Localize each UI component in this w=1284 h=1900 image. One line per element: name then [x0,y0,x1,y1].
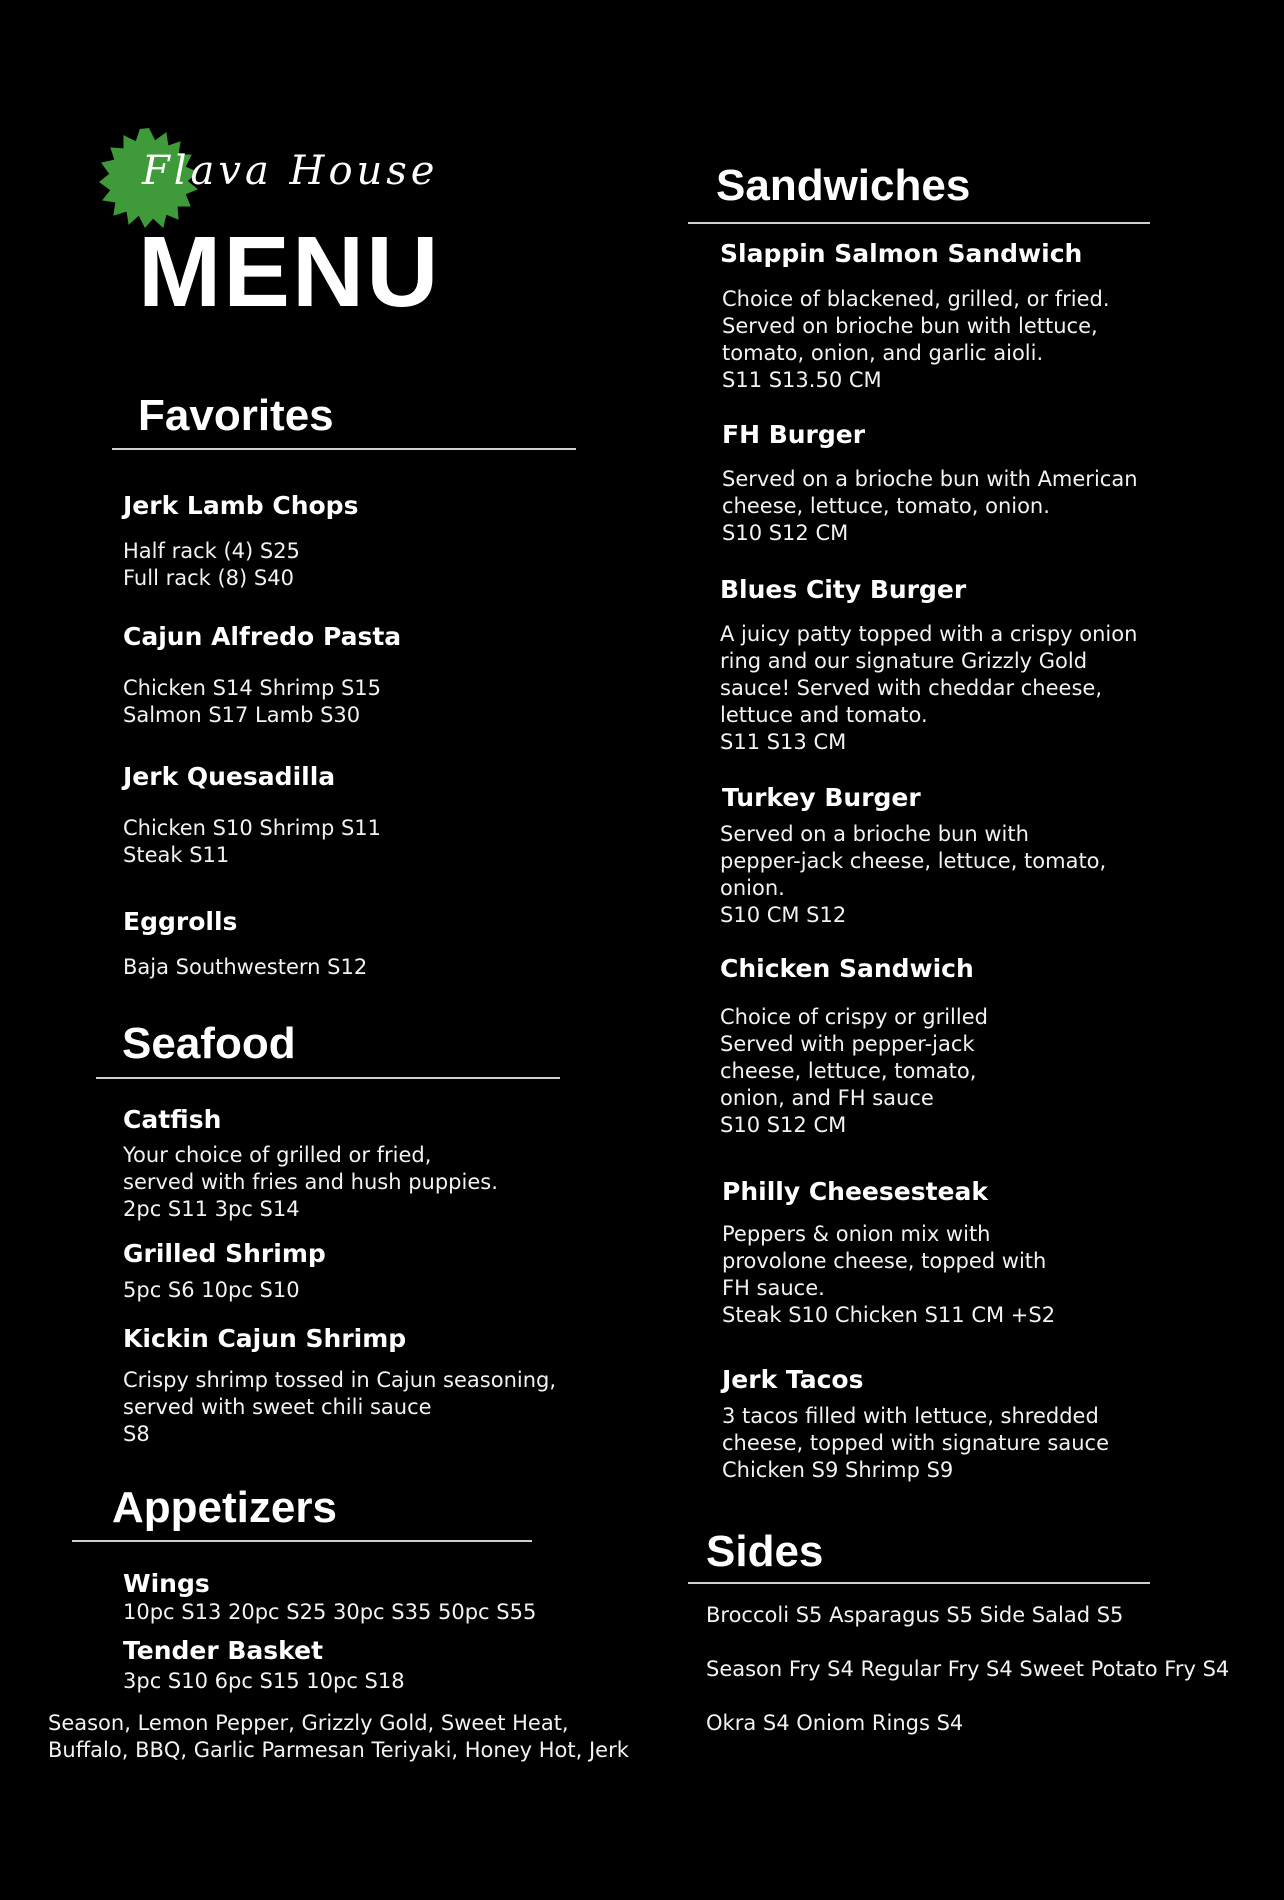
section-divider [688,222,1150,224]
menu-item-description: Crispy shrimp tossed in Cajun seasoning, served with sweet chili sauce S8 [123,1368,557,1446]
menu-item-name: Jerk Tacos [722,1365,864,1394]
menu-item-name: Cajun Alfredo Pasta [123,622,402,651]
menu-item-name: Jerk Quesadilla [123,762,336,791]
menu-item-name: Catfish [123,1105,222,1134]
menu-item-name: Tender Basket [123,1636,324,1665]
menu-item-description: Served on a brioche bun with American cheese, lettuce, tomato, onion. S10 S12 CM [722,467,1138,545]
section-title-appetizers: Appetizers [112,1483,337,1532]
sides-line: Broccoli S5 Asparagus S5 Side Salad S5 [706,1603,1124,1627]
menu-item-description: 3 tacos filled with lettuce, shredded cheese, topped with signature sauce Chicken S9 Shrimp S9 [722,1404,1109,1482]
menu-item-description: A juicy patty topped with a crispy onion ring and our signature Grizzly Gold sauce! Served with cheddar cheese, lettuce and tomato. S11 S13 CM [720,622,1138,754]
menu-item-description: Half rack (4) S25 Full rack (8) S40 [123,539,300,590]
menu-item-name: Kickin Cajun Shrimp [123,1324,407,1353]
menu-item-description: Served on a brioche bun with pepper-jack cheese, lettuce, tomato, onion. S10 CM S12 [720,822,1107,927]
section-title-favorites: Favorites [138,391,334,440]
menu-item-description: Chicken S10 Shrimp S11 Steak S11 [123,816,382,867]
menu-item-description: Chicken S14 Shrimp S15 Salmon S17 Lamb S30 [123,676,382,727]
menu-item-name: Turkey Burger [722,783,921,812]
menu-item-name: FH Burger [722,420,866,449]
section-title-sides: Sides [706,1527,824,1576]
menu-item-description: 3pc S10 6pc S15 10pc S18 [123,1669,405,1693]
sides-line: Okra S4 Oniom Rings S4 [706,1711,964,1735]
menu-item-name: Eggrolls [123,907,238,936]
brand-script-logo: Flava House [142,148,439,194]
menu-item-name: Jerk Lamb Chops [123,491,359,520]
section-divider [96,1077,560,1079]
wing-flavors-list: Season, Lemon Pepper, Grizzly Gold, Sweet Heat, Buffalo, BBQ, Garlic Parmesan Teriyaki, Honey Hot, Jerk [48,1711,629,1762]
section-divider [112,448,576,450]
menu-item-name: Slappin Salmon Sandwich [720,239,1083,268]
menu-item-name: Chicken Sandwich [720,954,974,983]
menu-item-name: Grilled Shrimp [123,1239,326,1268]
sides-line: Season Fry S4 Regular Fry S4 Sweet Potato Fry S4 [706,1657,1230,1681]
menu-item-description: Peppers & onion mix with provolone cheese, topped with FH sauce. Steak S10 Chicken S11 CM +S2 [722,1222,1056,1327]
menu-item-name: Philly Cheesesteak [722,1177,989,1206]
section-title-sandwiches: Sandwiches [716,161,971,210]
menu-item-name: Blues City Burger [720,575,967,604]
menu-item-description: Your choice of grilled or fried, served with fries and hush puppies. 2pc S11 3pc S14 [123,1143,498,1221]
menu-item-description: 5pc S6 10pc S10 [123,1278,300,1302]
menu-item-description: Baja Southwestern S12 [123,955,368,979]
menu-item-description: Choice of blackened, grilled, or fried. Served on brioche bun with lettuce, tomato, onion, and garlic aioli. S11 S13.50 CM [722,287,1110,392]
menu-item-name: Wings [123,1569,210,1598]
section-title-seafood: Seafood [122,1019,296,1068]
menu-title: MENU [138,216,441,328]
menu-item-description: Choice of crispy or grilled Served with pepper-jack cheese, lettuce, tomato, onion, and FH sauce S10 S12 CM [720,1005,988,1137]
section-divider [688,1582,1150,1584]
section-divider [72,1540,532,1542]
menu-item-description: 10pc S13 20pc S25 30pc S35 50pc S55 [123,1600,537,1624]
